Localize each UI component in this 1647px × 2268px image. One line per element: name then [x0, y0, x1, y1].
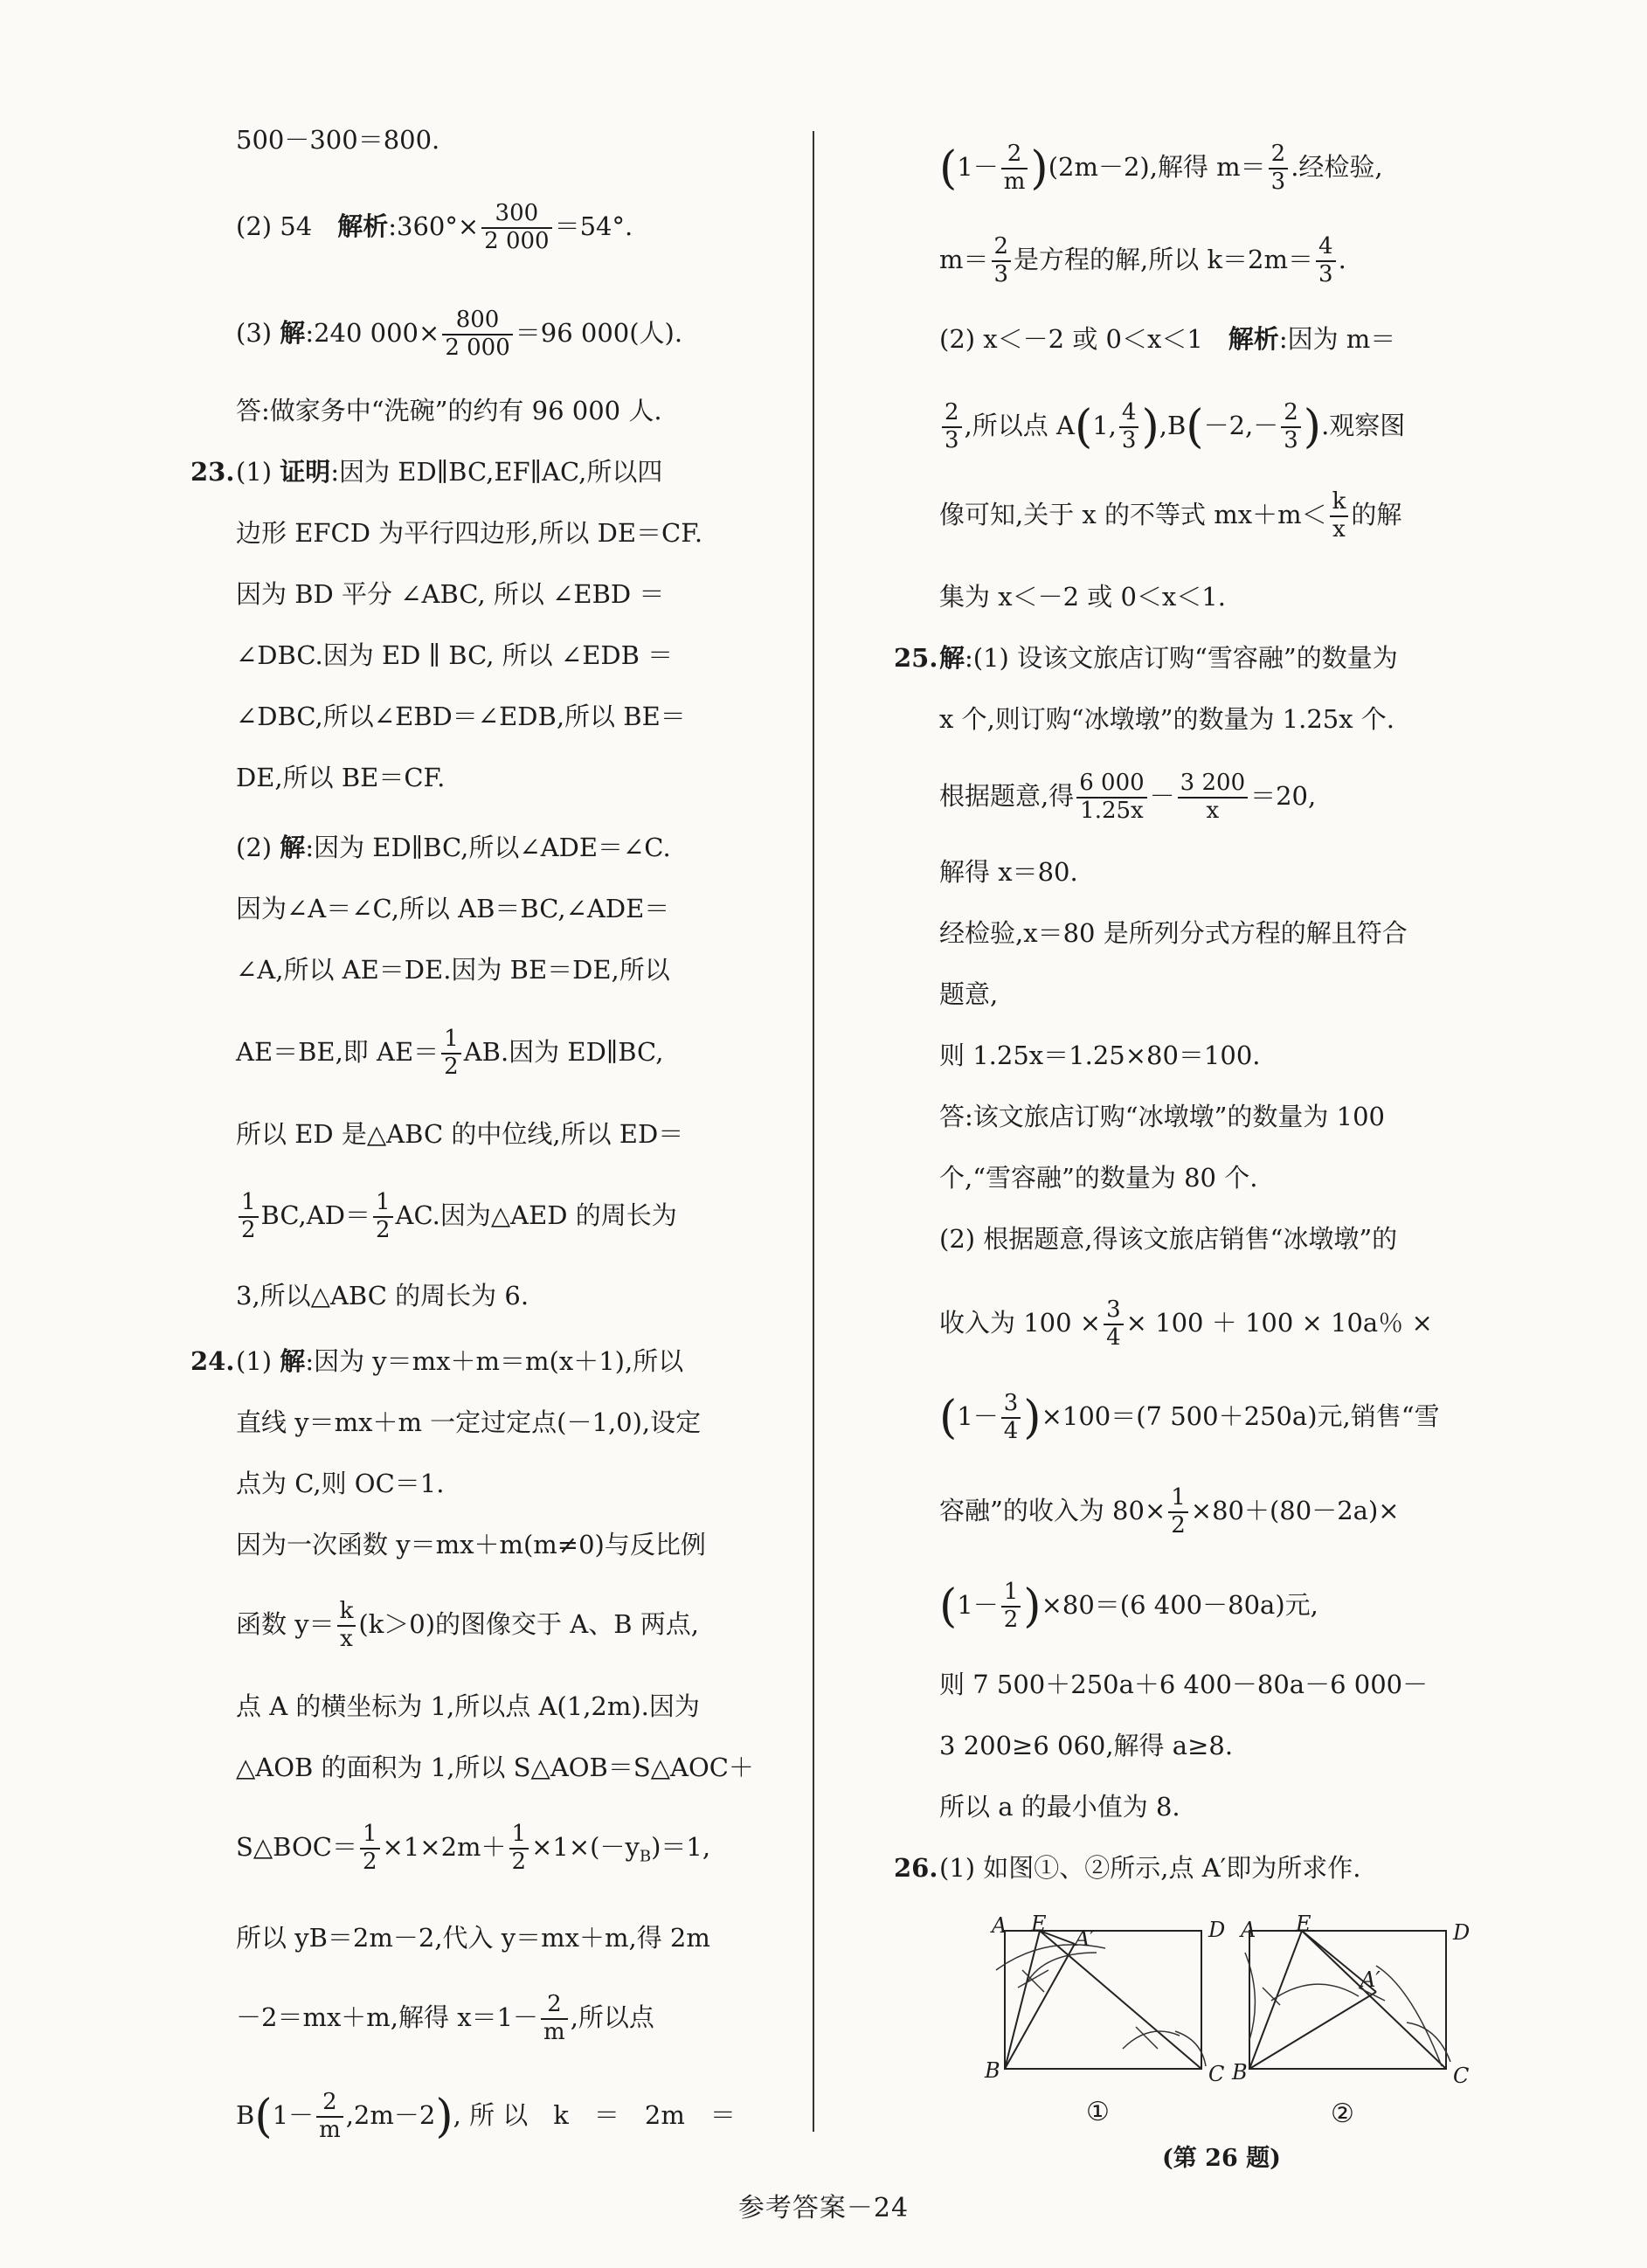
fraction: $\frac{2}{m}$ [316, 2090, 343, 2144]
label-a-prime: A′ [1360, 1967, 1381, 1992]
figure-1-diagram [992, 1918, 1219, 2084]
label-b: B [1232, 2060, 1248, 2085]
answer-line: (1) 解:因为 y＝mx＋m＝m(x＋1),所以 [236, 1346, 684, 1376]
answer-line: 3 200≥6 060,解得 a≥8. [939, 1731, 1234, 1760]
answer-line: 所以 yB＝2m－2,代入 y＝mx＋m,得 2m [236, 1923, 710, 1953]
answer-line: ∠DBC,所以∠EBD＝∠EDB,所以 BE＝ [236, 702, 686, 731]
answer-line: (3) 解:240 000× $\frac{800}{2 000}$ ＝96 000(人). [236, 307, 683, 361]
answer-line: 所以 ED 是△ABC 的中位线,所以 ED＝ [236, 1119, 684, 1149]
fraction: $\frac{800}{2 000}$ [442, 308, 512, 362]
answer-line: S△BOC＝ $\frac{1}{2}$ ×1×2m＋ $\frac{1}{2}$ $\times 1\times(-y_B)=1$, [236, 1821, 711, 1875]
question-number: 25. [894, 643, 938, 673]
fraction: $\frac{2}{3}$ [992, 234, 1012, 288]
figure-caption: (第 26 题) [1162, 2145, 1281, 2172]
answer-line: 点为 C,则 OC＝1. [236, 1469, 445, 1498]
label-a: A [1241, 1918, 1256, 1942]
fraction: $\frac{4}{3}$ [1316, 234, 1336, 288]
fraction: $\frac{2}{3}$ [1269, 142, 1289, 196]
answer-line: x 个,则订购“冰墩墩”的数量为 1.25x 个. [939, 704, 1395, 734]
answer-line: ∠DBC.因为 ED ∥ BC, 所以 ∠EDB ＝ [236, 640, 674, 670]
answer-line: (2) 解:因为 ED∥BC,所以∠ADE＝∠C. [236, 833, 671, 862]
answer-line: 点 A 的横坐标为 1,所以点 A(1,2m).因为 [236, 1691, 700, 1721]
answer-line: DE,所以 BE＝CF. [236, 763, 446, 792]
label-a-prime: A′ [1075, 1926, 1095, 1951]
answer-line: (1－ $\frac{3}{4}$ )×100＝(7 500＋250a)元,销售“雪 [939, 1390, 1440, 1444]
answer-line: 解得 x＝80. [939, 857, 1078, 887]
fraction: $\frac{2}{m}$ [541, 1992, 568, 2046]
question-number: 24. [190, 1346, 235, 1376]
fraction: $\frac{1}{2}$ [1001, 1580, 1021, 1634]
answer-line: 答:做家务中“洗碗”的约有 96 000 人. [236, 396, 662, 425]
fraction: $\frac{1}{2}$ [239, 1190, 259, 1244]
answer-line: $\frac{1}{2}$ BC,AD＝ $\frac{1}{2}$ AC.因为△AED 的周长为 [236, 1190, 677, 1244]
fraction: $\frac{3}{4}$ [1001, 1391, 1021, 1445]
answer-line: (1) 证明:因为 ED∥BC,EF∥AC,所以四 [236, 457, 663, 487]
answer-line: 因为 BD 平分 ∠ABC, 所以 ∠EBD ＝ [236, 579, 665, 609]
answer-line: (1－ $\frac{2}{m}$ )(2m－2),解得 m＝ $\frac{2}{3}$ .经检验, [939, 141, 1383, 195]
answer-line: ∠A,所以 AE＝DE.因为 BE＝DE,所以 [236, 955, 670, 985]
fraction: $\frac{1}{2}$ [360, 1822, 380, 1876]
answer-line: 容融”的收入为 80× $\frac{1}{2}$ ×80＋(80－2a)× [939, 1484, 1400, 1539]
page-footer: 参考答案－24 [737, 2193, 910, 2223]
answer-line: 集为 x＜－2 或 0＜x＜1. [939, 582, 1226, 612]
fraction: $\frac{3 200}{x}$ [1178, 771, 1248, 825]
answer-line: 收入为 100 × $\frac{3}{4}$ × 100 ＋ 100 × 10a％ × [939, 1296, 1433, 1351]
label-a: A [992, 1913, 1007, 1938]
figure-2-diagram [1236, 1918, 1464, 2084]
figure-2-number: ② [1331, 2099, 1354, 2129]
answer-line: B(1－ $\frac{2}{m}$ ,2m－2), 所 以 k ＝ 2m ＝ [236, 2089, 736, 2143]
figure-1-number: ① [1086, 2097, 1110, 2127]
answer-line: $\frac{2}{3}$ ,所以点 A(1, $\frac{4}{3}$ ),B(－2,－ $\frac{2}{3}$ ).观察图 [939, 400, 1405, 454]
fraction: $\frac{1}{2}$ [509, 1822, 529, 1876]
answer-line: 经检验,x＝80 是所列分式方程的解且符合 [939, 918, 1408, 948]
fraction: $\frac{2}{3}$ [942, 400, 962, 454]
fraction: $\frac{1}{2}$ [1168, 1485, 1188, 1539]
fraction: $\frac{3}{4}$ [1104, 1297, 1124, 1352]
answer-line: 则 7 500＋250a＋6 400－80a－6 000－ [939, 1670, 1429, 1699]
answer-line: △AOB 的面积为 1,所以 S△AOB＝S△AOC＋ [236, 1753, 754, 1782]
answer-line: 解:(1) 设该文旅店订购“雪容融”的数量为 [939, 643, 1398, 673]
fraction: $\frac{2}{m}$ [1001, 142, 1028, 196]
answer-line: 根据题意,得 $\frac{6 000}{1.25x}$ － $\frac{3 200}{x}$ ＝20, [939, 770, 1317, 824]
answer-line: 则 1.25x＝1.25×80＝100. [939, 1041, 1261, 1070]
column-divider [813, 131, 814, 2132]
answer-line: 直线 y＝mx＋m 一定过定点(－1,0),设定 [236, 1407, 702, 1437]
label-b: B [985, 2058, 1000, 2083]
fraction: $\frac{6 000}{1.25x}$ [1076, 771, 1146, 825]
fraction: $\frac{1}{2}$ [373, 1190, 393, 1244]
fraction: $\frac{1}{2}$ [441, 1027, 461, 1081]
label-c: C [1208, 2062, 1225, 2086]
fraction: $\frac{300}{2 000}$ [481, 201, 551, 255]
answer-line: (1－ $\frac{1}{2}$ )×80＝(6 400－80a)元, [939, 1579, 1318, 1633]
answer-line: 所以 a 的最小值为 8. [939, 1792, 1180, 1822]
question-number: 26. [894, 1853, 938, 1883]
label-e: E [1031, 1912, 1047, 1936]
answer-line: m＝ $\frac{2}{3}$ 是方程的解,所以 k＝2m＝ $\frac{4}{3}$ . [939, 233, 1346, 287]
label-c: C [1453, 2064, 1470, 2088]
fraction: $\frac{k}{x}$ [337, 1599, 356, 1653]
answer-line: 个,“雪容融”的数量为 80 个. [939, 1163, 1258, 1193]
question-number: 23. [190, 457, 235, 487]
answer-line: 边形 EFCD 为平行四边形,所以 DE＝CF. [236, 518, 703, 548]
label-d: D [1453, 1920, 1471, 1945]
label-d: D [1208, 1918, 1226, 1942]
answer-line: 因为∠A＝∠C,所以 AB＝BC,∠ADE＝ [236, 894, 670, 923]
answer-line: －2＝mx＋m,解得 x＝1－ $\frac{2}{m}$ ,所以点 [236, 1991, 654, 2045]
answer-line: (2) 54 解析:360°× $\frac{300}{2 000}$ ＝54°. [236, 200, 633, 254]
answer-line: AE＝BE,即 AE＝ $\frac{1}{2}$ AB.因为 ED∥BC, [236, 1026, 664, 1080]
fraction: $\frac{2}{3}$ [1281, 400, 1301, 454]
fraction: $\frac{k}{x}$ [1330, 489, 1349, 543]
answer-line: 3,所以△ABC 的周长为 6. [236, 1281, 529, 1310]
answer-line: 500－300＝800. [236, 125, 440, 155]
answer-line: 因为一次函数 y＝mx＋m(m≠0)与反比例 [236, 1530, 706, 1559]
answer-line: (2) x＜－2 或 0＜x＜1 解析:因为 m＝ [939, 324, 1396, 354]
answer-line: 像可知,关于 x 的不等式 mx＋m＜ $\frac{k}{x}$ 的解 [939, 488, 1402, 543]
answer-line: 答:该文旅店订购“冰墩墩”的数量为 100 [939, 1102, 1385, 1131]
label-e: E [1296, 1912, 1311, 1936]
answer-line: 题意, [939, 979, 999, 1009]
fraction: $\frac{4}{3}$ [1119, 400, 1139, 454]
answer-line: (2) 根据题意,得该文旅店销售“冰墩墩”的 [939, 1224, 1398, 1254]
answer-line: (1) 如图①、②所示,点 A′即为所求作. [939, 1853, 1361, 1883]
answer-line: 函数 y＝ $\frac{k}{x}$ (k＞0)的图像交于 A、B 两点, [236, 1598, 699, 1652]
